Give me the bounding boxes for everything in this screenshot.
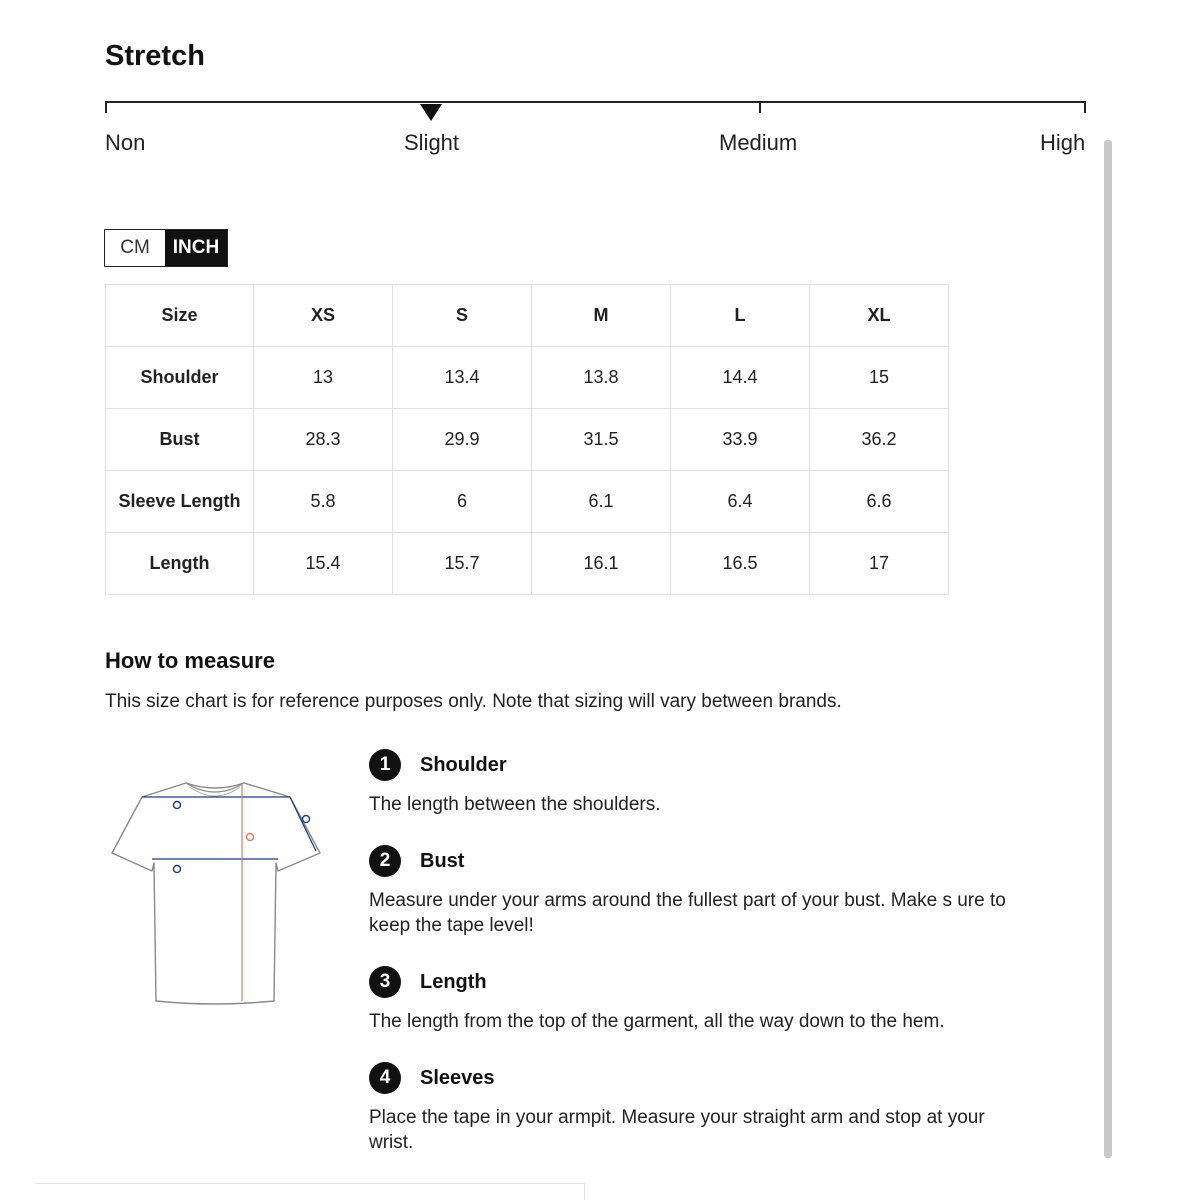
step-number-badge: 4 — [369, 1062, 401, 1094]
step-description: Measure under your arms around the fullest part of your bust. Make s ure to keep the tape level! — [369, 890, 1006, 936]
how-to-measure-title: How to measure — [105, 648, 275, 673]
triangle-down-icon — [420, 104, 442, 121]
stretch-scale-line — [105, 101, 1086, 103]
table-cell: 33.9 — [671, 409, 810, 471]
panel-divider — [584, 1183, 585, 1200]
table-row — [106, 533, 949, 595]
table-cell: 36.2 — [810, 409, 949, 471]
step-description: Place the tape in your armpit. Measure your straight arm and stop at your wrist. — [369, 1107, 985, 1153]
table-cell: 13.8 — [532, 347, 671, 409]
unit-inch-button[interactable]: INCH — [165, 230, 227, 266]
stretch-level-medium: Medium — [719, 130, 798, 155]
measure-step-bust — [369, 845, 1019, 938]
table-cell: 16.5 — [671, 533, 810, 595]
step-number-badge: 2 — [369, 845, 401, 877]
table-header-cell: M — [532, 285, 671, 347]
step-title: Bust — [420, 849, 465, 872]
unit-toggle — [104, 229, 228, 267]
table-cell: 13 — [254, 347, 393, 409]
measure-step-shoulder — [369, 749, 1019, 817]
table-row-label: Shoulder — [106, 347, 254, 409]
table-header-cell: S — [393, 285, 532, 347]
step-title: Sleeves — [420, 1066, 495, 1089]
table-cell: 6.6 — [810, 471, 949, 533]
step-description: The length between the shoulders. — [369, 794, 661, 815]
step-title: Shoulder — [420, 753, 507, 776]
table-header-cell: Size — [106, 285, 254, 347]
table-cell: 6.4 — [671, 471, 810, 533]
size-chart-note: This size chart is for reference purposes only. Note that sizing will vary between brands. — [105, 691, 842, 712]
panel-divider — [35, 1183, 585, 1184]
stretch-tick-medium — [759, 101, 761, 113]
table-row-label: Length — [106, 533, 254, 595]
table-cell: 6 — [393, 471, 532, 533]
table-cell: 6.1 — [532, 471, 671, 533]
table-cell: 15.7 — [393, 533, 532, 595]
table-cell: 17 — [810, 533, 949, 595]
unit-cm-button[interactable]: CM — [105, 230, 165, 266]
stretch-level-slight: Slight — [404, 130, 460, 155]
measure-step-sleeves — [369, 1062, 1019, 1155]
stretch-level-non: Non — [105, 130, 146, 155]
table-cell: 28.3 — [254, 409, 393, 471]
size-chart-table — [105, 284, 949, 595]
table-row-label: Bust — [106, 409, 254, 471]
table-header-cell: L — [671, 285, 810, 347]
step-number-badge: 3 — [369, 966, 401, 998]
step-description: The length from the top of the garment, all the way down to the hem. — [369, 1011, 945, 1032]
stretch-level-high: High — [1040, 130, 1086, 155]
table-header-row — [106, 285, 949, 347]
table-row — [106, 347, 949, 409]
table-cell: 15.4 — [254, 533, 393, 595]
table-cell: 13.4 — [393, 347, 532, 409]
table-header-cell: XS — [254, 285, 393, 347]
table-header-cell: XL — [810, 285, 949, 347]
table-cell: 29.9 — [393, 409, 532, 471]
table-cell: 16.1 — [532, 533, 671, 595]
stretch-tick-non — [105, 101, 107, 113]
vertical-scrollbar[interactable] — [1104, 140, 1112, 1158]
table-row-label: Sleeve Length — [106, 471, 254, 533]
stretch-tick-high — [1084, 101, 1086, 113]
table-row — [106, 471, 949, 533]
table-cell: 14.4 — [671, 347, 810, 409]
table-cell: 5.8 — [254, 471, 393, 533]
step-number-badge: 1 — [369, 749, 401, 781]
measure-step-length — [369, 966, 1019, 1034]
table-cell: 31.5 — [532, 409, 671, 471]
table-cell: 15 — [810, 347, 949, 409]
tshirt-diagram-icon — [108, 775, 323, 1010]
stretch-title: Stretch — [105, 40, 205, 72]
step-title: Length — [420, 970, 487, 993]
table-row — [106, 409, 949, 471]
